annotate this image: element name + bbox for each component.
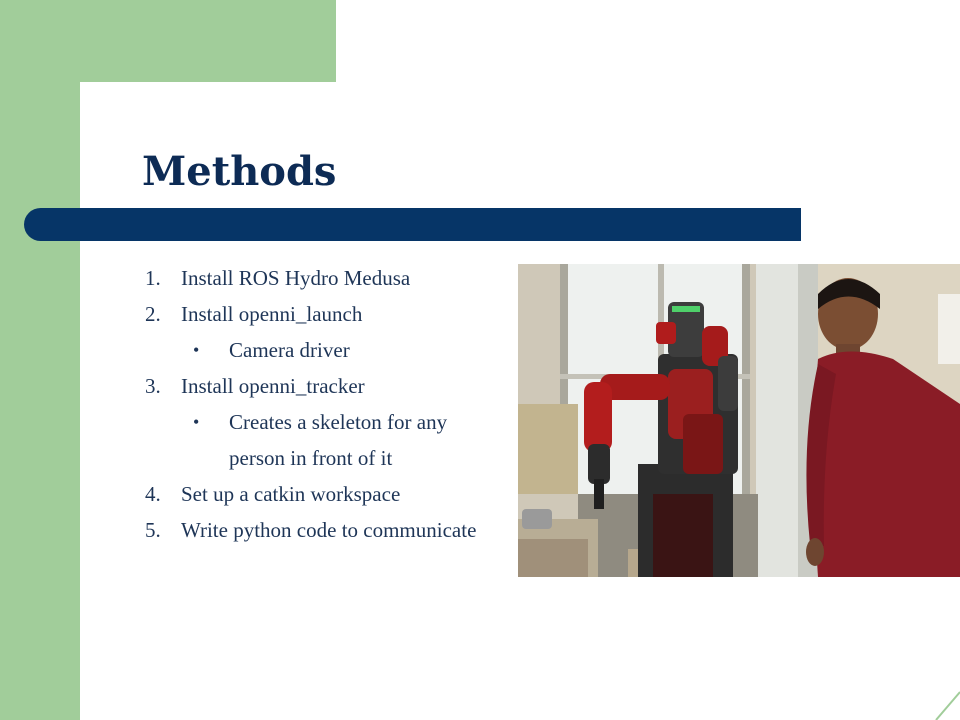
corner-line-decoration (920, 680, 960, 720)
list-item (140, 476, 500, 512)
step-text: Set up a catkin workspace (181, 482, 401, 506)
step-number: 1. (145, 266, 161, 290)
methods-list (140, 260, 500, 548)
title-underline-bar (24, 208, 801, 241)
robot-lab-photo (518, 264, 960, 577)
list-item (140, 296, 500, 332)
step-number: 3. (145, 374, 161, 398)
list-item (140, 260, 500, 296)
step-text: Write python code to communicate (181, 518, 477, 542)
green-side-bar (0, 0, 80, 720)
bullet-dot-icon: • (193, 412, 200, 432)
step-number: 2. (145, 302, 161, 326)
sub-bullet (140, 404, 500, 476)
bullet-dot-icon: • (193, 340, 200, 360)
slide-title: Methods (142, 148, 337, 195)
list-item (140, 512, 500, 548)
step-text: Install openni_tracker (181, 374, 365, 398)
list-item (140, 368, 500, 404)
step-number: 4. (145, 482, 161, 506)
sub-bullet (140, 332, 500, 368)
sub-bullet-text: Camera driver (229, 338, 350, 362)
step-text: Install ROS Hydro Medusa (181, 266, 411, 290)
step-number: 5. (145, 518, 161, 542)
step-text: Install openni_launch (181, 302, 363, 326)
sub-bullet-text: Creates a skeleton for any person in front of it (229, 410, 448, 470)
green-top-band (0, 0, 336, 82)
